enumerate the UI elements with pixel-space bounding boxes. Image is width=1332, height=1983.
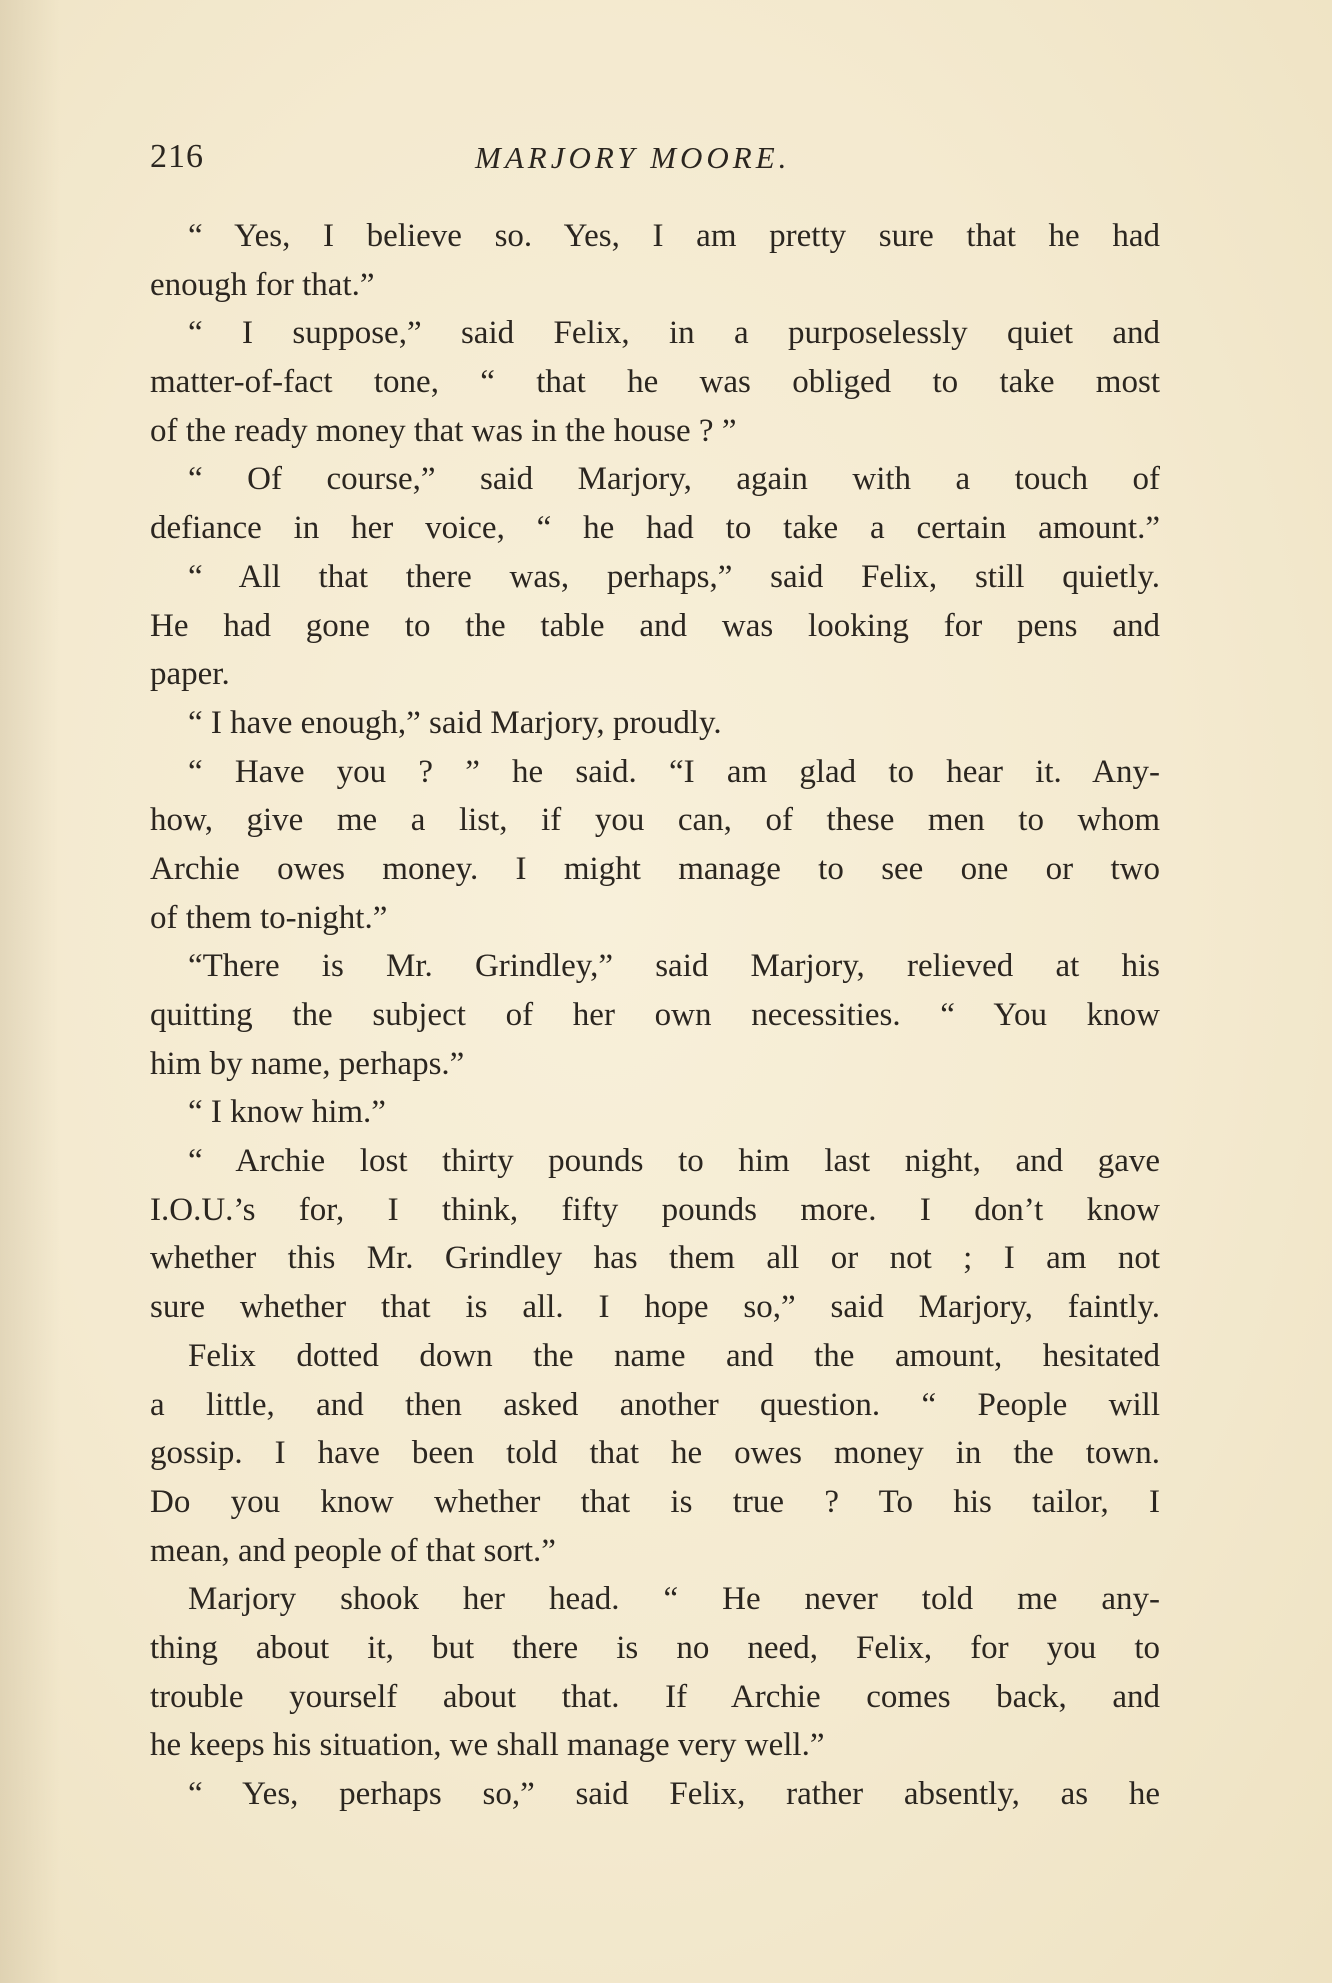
gutter-shadow bbox=[0, 0, 60, 1983]
text-line: gossip. I have been told that he owes money in the town. bbox=[150, 1435, 1160, 1472]
text-line: of the ready money that was in the house ? ” bbox=[150, 412, 737, 449]
text-line: defiance in her voice, “ he had to take a certain amount.” bbox=[150, 510, 1160, 547]
text-line: Marjory shook her head. “ He never told me any- bbox=[188, 1581, 1160, 1618]
running-head: MARJORY MOORE. bbox=[475, 140, 791, 175]
text-line: him by name, perhaps.” bbox=[150, 1045, 465, 1082]
text-line: “ Archie lost thirty pounds to him last night, and gave bbox=[188, 1143, 1160, 1180]
text-line: thing about it, but there is no need, Felix, for you to bbox=[150, 1629, 1160, 1666]
text-line: a little, and then asked another question. “ People will bbox=[150, 1386, 1160, 1423]
text-line: sure whether that is all. I hope so,” said Marjory, faintly. bbox=[150, 1289, 1160, 1326]
page-header bbox=[150, 138, 1160, 188]
text-line: Do you know whether that is true ? To his tailor, I bbox=[150, 1483, 1160, 1520]
text-line: “ Yes, I believe so. Yes, I am pretty sure that he had bbox=[188, 218, 1160, 254]
text-line: how, give me a list, if you can, of these men to whom bbox=[150, 802, 1160, 839]
text-line: Archie owes money. I might manage to see one or two bbox=[150, 850, 1160, 887]
text-line: mean, and people of that sort.” bbox=[150, 1532, 556, 1569]
text-line: whether this Mr. Grindley has them all or not ; I am not bbox=[150, 1240, 1160, 1277]
text-line: he keeps his situation, we shall manage very well.” bbox=[150, 1727, 825, 1764]
text-line: I.O.U.’s for, I think, fifty pounds more. I don’t know bbox=[150, 1191, 1160, 1228]
text-line: “ Have you ? ” he said. “I am glad to hear it. Any- bbox=[188, 753, 1160, 790]
text-line: Felix dotted down the name and the amount, hesitated bbox=[188, 1337, 1160, 1374]
text-line: paper. bbox=[150, 656, 230, 693]
text-line: “There is Mr. Grindley,” said Marjory, relieved at his bbox=[188, 948, 1160, 985]
text-line: “ I have enough,” said Marjory, proudly. bbox=[188, 704, 722, 741]
text-line: enough for that.” bbox=[150, 266, 375, 303]
text-line: trouble yourself about that. If Archie comes back, and bbox=[150, 1678, 1160, 1715]
text-line: quitting the subject of her own necessities. “ You know bbox=[150, 997, 1160, 1033]
body-text bbox=[150, 212, 1160, 1819]
page-number: 216 bbox=[150, 138, 204, 175]
text-line: “ Yes, perhaps so,” said Felix, rather absently, as he bbox=[188, 1776, 1160, 1812]
text-line: matter-of-fact tone, “ that he was obliged to take most bbox=[150, 364, 1160, 401]
text-line: He had gone to the table and was looking for pens and bbox=[150, 607, 1160, 644]
text-line: of them to-night.” bbox=[150, 899, 388, 936]
text-line: “ I know him.” bbox=[188, 1094, 386, 1131]
text-line: “ All that there was, perhaps,” said Felix, still quietly. bbox=[188, 558, 1160, 595]
text-line: “ Of course,” said Marjory, again with a touch of bbox=[188, 461, 1160, 498]
text-line: “ I suppose,” said Felix, in a purposelessly quiet and bbox=[188, 315, 1160, 352]
